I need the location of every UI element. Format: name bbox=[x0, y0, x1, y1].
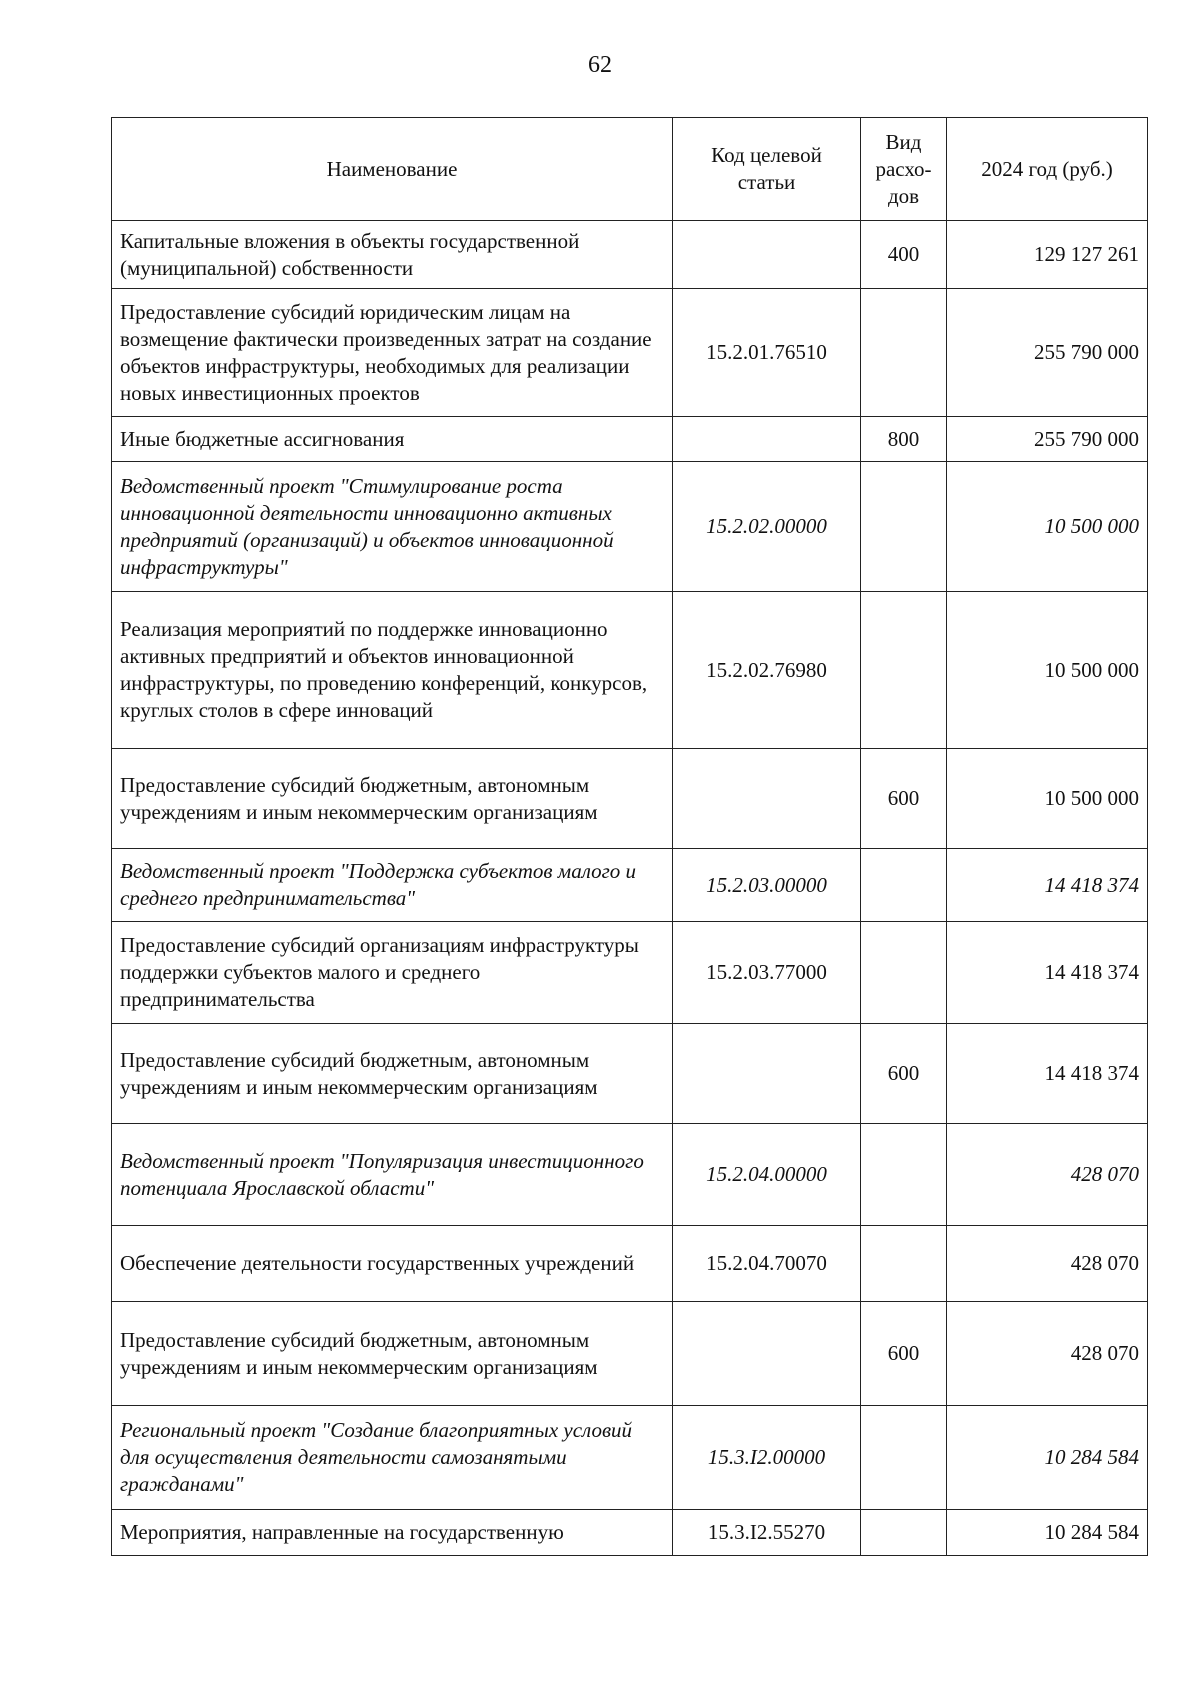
row-code bbox=[673, 1024, 861, 1124]
row-type bbox=[861, 1124, 947, 1226]
table-row bbox=[112, 922, 1148, 1024]
row-name: Предоставление субсидий организациям инфраструктуры поддержки субъектов малого и среднего предпринимательства bbox=[112, 922, 673, 1024]
table-row bbox=[112, 592, 1148, 749]
row-amount: 255 790 000 bbox=[947, 289, 1148, 417]
row-type bbox=[861, 462, 947, 592]
row-type: 600 bbox=[861, 749, 947, 849]
row-amount: 10 284 584 bbox=[947, 1510, 1148, 1556]
table-row bbox=[112, 1406, 1148, 1510]
row-amount: 428 070 bbox=[947, 1226, 1148, 1302]
table-row bbox=[112, 1124, 1148, 1226]
row-code: 15.2.02.00000 bbox=[673, 462, 861, 592]
table-row bbox=[112, 289, 1148, 417]
row-code: 15.2.01.76510 bbox=[673, 289, 861, 417]
row-amount: 10 500 000 bbox=[947, 462, 1148, 592]
table-row bbox=[112, 221, 1148, 289]
row-name: Ведомственный проект "Поддержка субъектов малого и среднего предпринимательства" bbox=[112, 849, 673, 922]
row-name: Предоставление субсидий бюджетным, автономным учреждениям и иным некоммерческим организациям bbox=[112, 1024, 673, 1124]
row-code: 15.2.04.00000 bbox=[673, 1124, 861, 1226]
table-row bbox=[112, 1226, 1148, 1302]
table-row bbox=[112, 1024, 1148, 1124]
row-name: Обеспечение деятельности государственных учреждений bbox=[112, 1226, 673, 1302]
row-amount: 428 070 bbox=[947, 1302, 1148, 1406]
row-type bbox=[861, 849, 947, 922]
row-type: 400 bbox=[861, 221, 947, 289]
row-amount: 428 070 bbox=[947, 1124, 1148, 1226]
row-type bbox=[861, 1510, 947, 1556]
row-name: Ведомственный проект "Стимулирование роста инновационной деятельности инновационно активных предприятий (организаций) и объектов инновационной инфраструктуры" bbox=[112, 462, 673, 592]
table-row bbox=[112, 1510, 1148, 1556]
row-code bbox=[673, 749, 861, 849]
row-type bbox=[861, 289, 947, 417]
row-type bbox=[861, 1226, 947, 1302]
page-number: 62 bbox=[588, 52, 612, 78]
row-type: 600 bbox=[861, 1024, 947, 1124]
row-code: 15.2.02.76980 bbox=[673, 592, 861, 749]
row-name: Региональный проект "Создание благоприятных условий для осуществления деятельности самозанятыми гражданами" bbox=[112, 1406, 673, 1510]
row-code bbox=[673, 221, 861, 289]
row-name: Иные бюджетные ассигнования bbox=[112, 417, 673, 462]
row-amount: 14 418 374 bbox=[947, 1024, 1148, 1124]
header-name: Наименование bbox=[112, 118, 673, 221]
row-amount: 14 418 374 bbox=[947, 922, 1148, 1024]
row-code: 15.2.03.77000 bbox=[673, 922, 861, 1024]
row-name: Предоставление субсидий бюджетным, автономным учреждениям и иным некоммерческим организациям bbox=[112, 749, 673, 849]
row-name: Реализация мероприятий по поддержке инновационно активных предприятий и объектов инновационной инфраструктуры, по проведению конференций, конкурсов, круглых столов в сфере инноваций bbox=[112, 592, 673, 749]
table-row bbox=[112, 1302, 1148, 1406]
row-name: Предоставление субсидий юридическим лицам на возмещение фактически произведенных затрат на создание объектов инфраструктуры, необходимых для реализации новых инвестиционных проектов bbox=[112, 289, 673, 417]
row-type bbox=[861, 592, 947, 749]
row-name: Мероприятия, направленные на государственную bbox=[112, 1510, 673, 1556]
row-type bbox=[861, 922, 947, 1024]
row-name: Предоставление субсидий бюджетным, автономным учреждениям и иным некоммерческим организациям bbox=[112, 1302, 673, 1406]
header-code: Код целевой статьи bbox=[673, 118, 861, 221]
row-code: 15.2.04.70070 bbox=[673, 1226, 861, 1302]
row-type bbox=[861, 1406, 947, 1510]
table-row bbox=[112, 462, 1148, 592]
row-code bbox=[673, 1302, 861, 1406]
table-row bbox=[112, 849, 1148, 922]
row-code: 15.2.03.00000 bbox=[673, 849, 861, 922]
budget-table bbox=[111, 117, 1148, 1556]
row-code: 15.3.I2.55270 bbox=[673, 1510, 861, 1556]
row-amount: 10 500 000 bbox=[947, 592, 1148, 749]
row-amount: 255 790 000 bbox=[947, 417, 1148, 462]
row-name: Ведомственный проект "Популяризация инвестиционного потенциала Ярославской области" bbox=[112, 1124, 673, 1226]
table-row bbox=[112, 749, 1148, 849]
row-amount: 129 127 261 bbox=[947, 221, 1148, 289]
table-header-row bbox=[112, 118, 1148, 221]
header-amount: 2024 год (руб.) bbox=[947, 118, 1148, 221]
row-code: 15.3.I2.00000 bbox=[673, 1406, 861, 1510]
row-amount: 10 284 584 bbox=[947, 1406, 1148, 1510]
row-code bbox=[673, 417, 861, 462]
header-type: Вид расхо-дов bbox=[861, 118, 947, 221]
row-name: Капитальные вложения в объекты государственной (муниципальной) собственности bbox=[112, 221, 673, 289]
row-amount: 10 500 000 bbox=[947, 749, 1148, 849]
row-type: 800 bbox=[861, 417, 947, 462]
row-amount: 14 418 374 bbox=[947, 849, 1148, 922]
row-type: 600 bbox=[861, 1302, 947, 1406]
table-row bbox=[112, 417, 1148, 462]
